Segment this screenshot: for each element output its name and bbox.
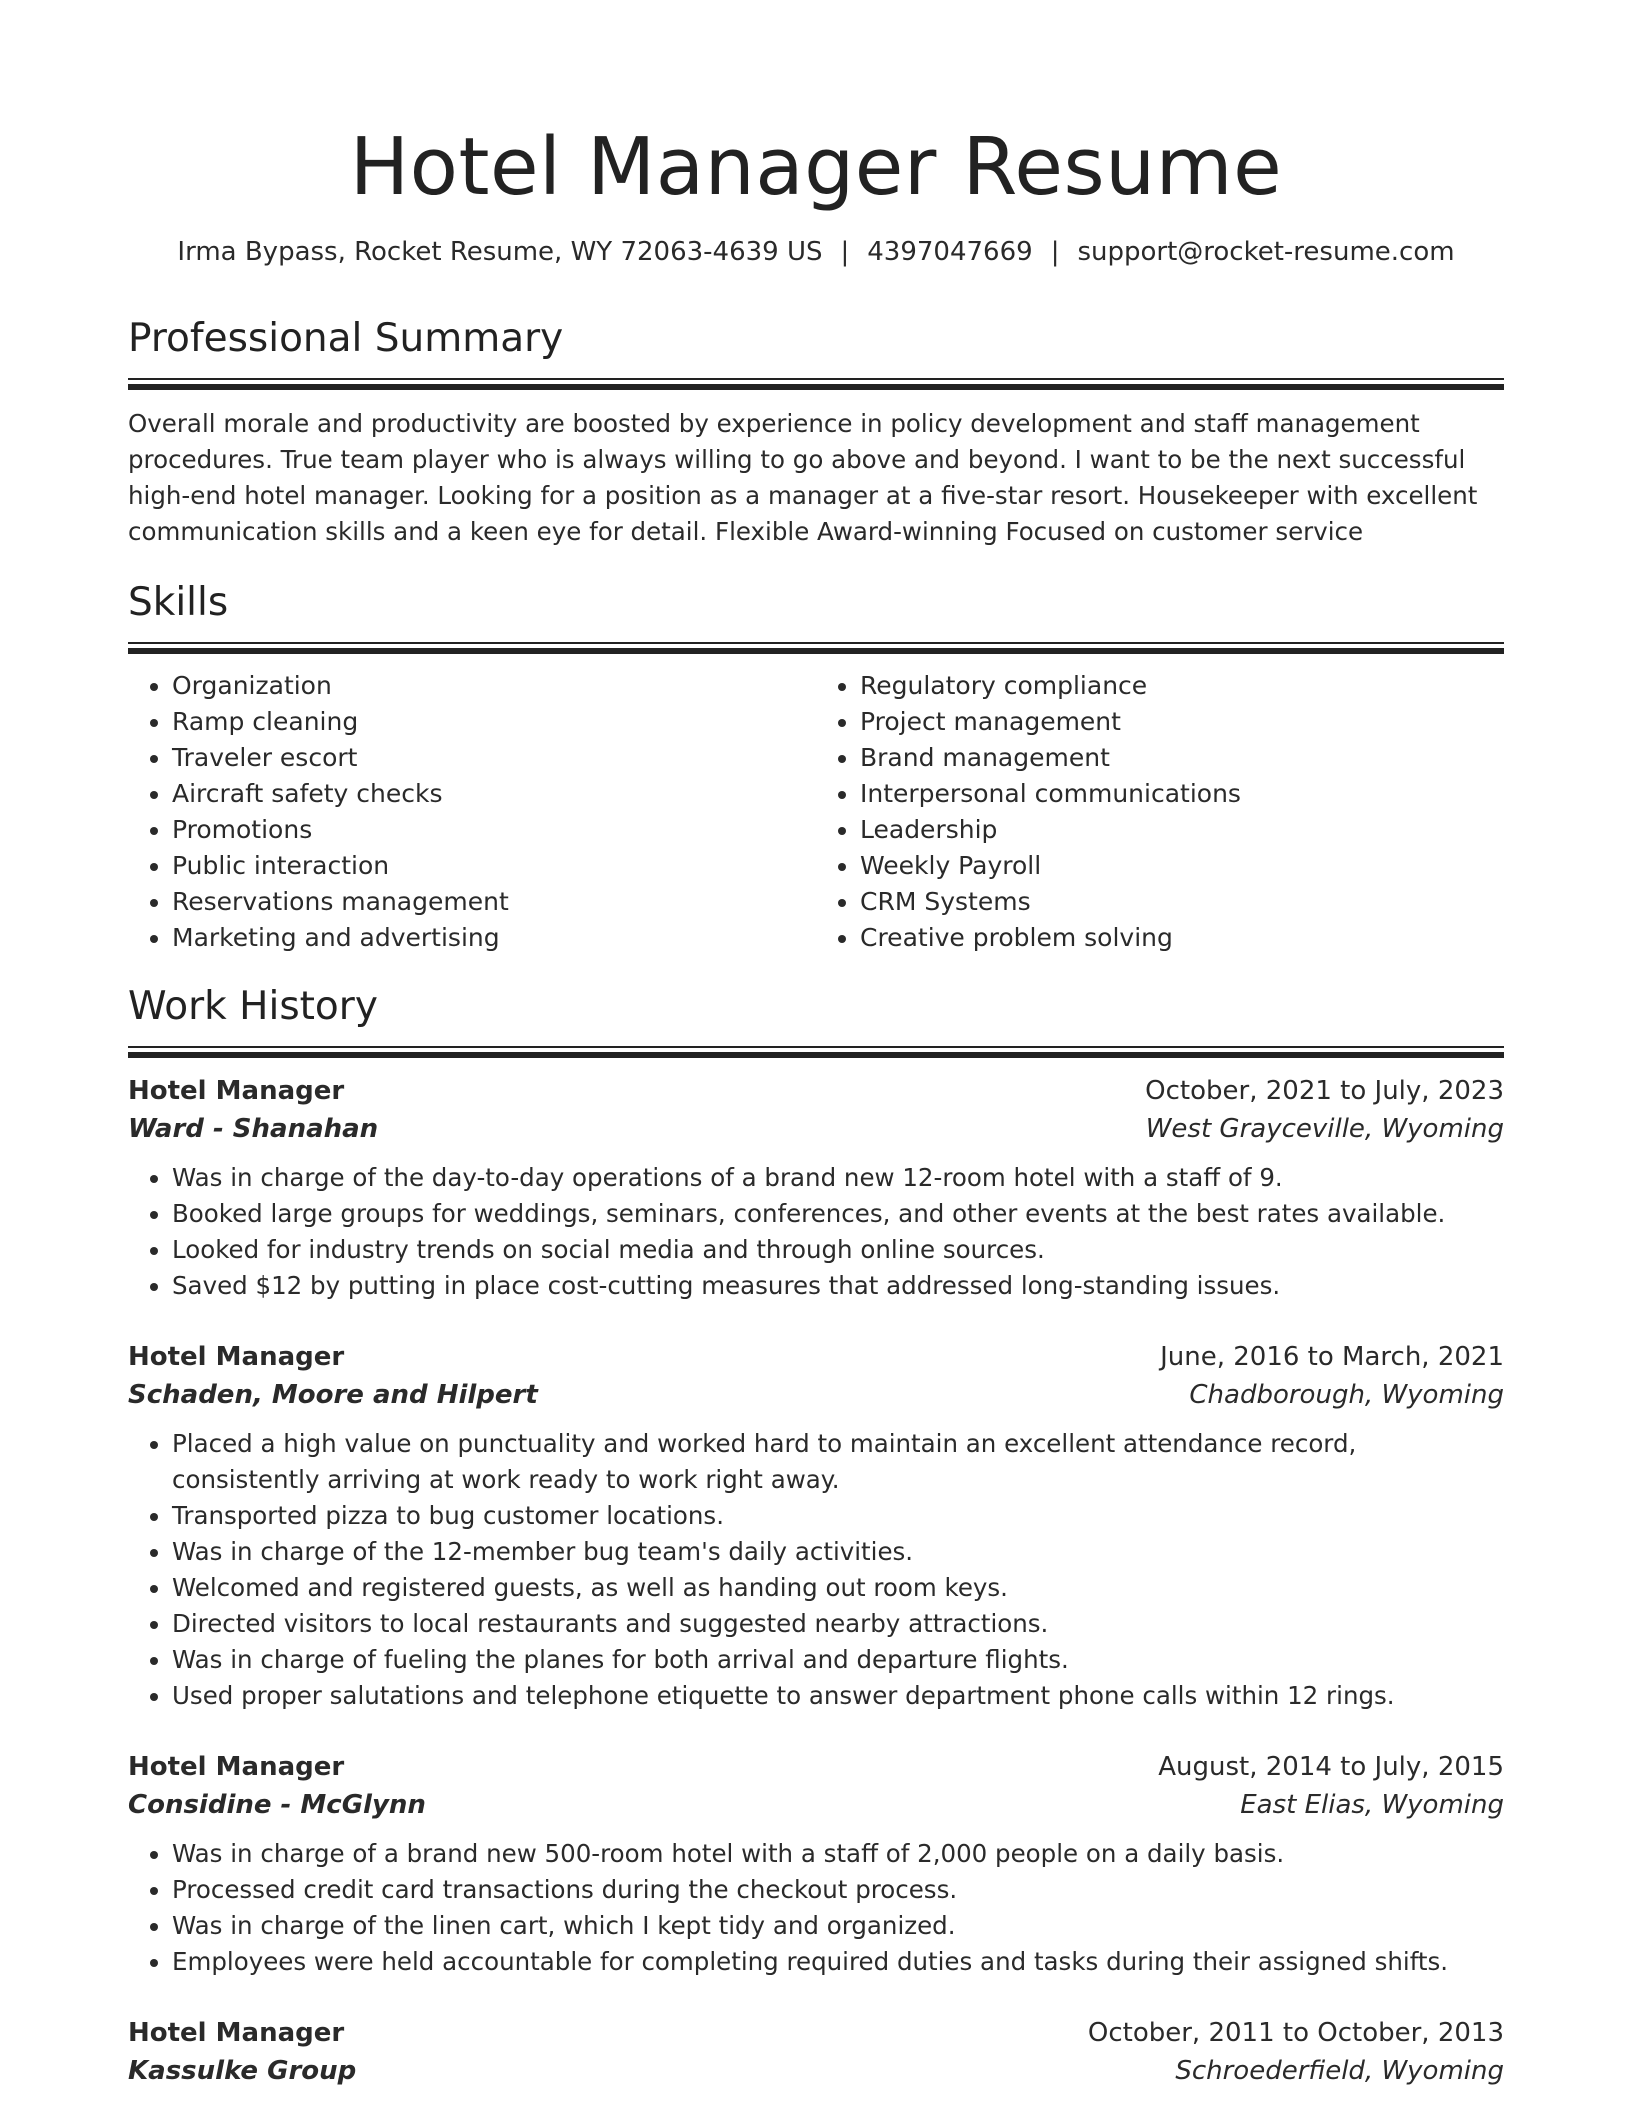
skill-item: • Aircraft safety checks xyxy=(172,776,816,812)
resume-title: Hotel Manager Resume xyxy=(349,121,1283,213)
job-header-row xyxy=(128,1338,1504,1376)
summary-section xyxy=(128,314,1504,550)
job-bullet: • Placed a high value on punctuality and worked hard to maintain an excellent attendance record, consistently arriving at work ready to work right away. xyxy=(172,1426,1504,1498)
job-dates: August, 2014 to July, 2015 xyxy=(1158,1752,1504,1782)
job-header-row xyxy=(128,1748,1504,1786)
job-title: Hotel Manager xyxy=(128,1342,345,1372)
job-company: Kassulke Group xyxy=(128,2056,357,2086)
skills-list-left xyxy=(128,668,816,956)
section-divider xyxy=(128,642,1504,654)
job-entry xyxy=(128,2014,1504,2090)
skill-item: • Leadership xyxy=(860,812,1504,848)
job-entry xyxy=(128,1338,1504,1714)
skill-item: • Ramp cleaning xyxy=(172,704,816,740)
job-bullet: • Booked large groups for weddings, seminars, conferences, and other events at the best rates available. xyxy=(172,1196,1504,1232)
job-location: East Elias, Wyoming xyxy=(1240,1790,1504,1820)
job-company-row xyxy=(128,1376,1504,1414)
job-bullets xyxy=(128,1426,1504,1714)
job-company: Ward - Shanahan xyxy=(128,1114,379,1144)
job-company-row xyxy=(128,1786,1504,1824)
job-location: West Grayceville, Wyoming xyxy=(1145,1114,1504,1144)
job-bullet: • Processed credit card transactions during the checkout process. xyxy=(172,1872,1504,1908)
job-bullet: • Transported pizza to bug customer locations. xyxy=(172,1498,1504,1534)
job-company: Schaden, Moore and Hilpert xyxy=(128,1380,538,1410)
job-bullet: • Saved $12 by putting in place cost-cutting measures that addressed long-standing issues. xyxy=(172,1268,1504,1304)
contact-email: support@rocket-resume.com xyxy=(1077,237,1455,267)
work-history-section xyxy=(128,982,1504,2090)
job-company-row xyxy=(128,1110,1504,1148)
job-location: Schroederfield, Wyoming xyxy=(1175,2056,1504,2086)
job-title: Hotel Manager xyxy=(128,1752,345,1782)
skill-item: • Creative problem solving xyxy=(860,920,1504,956)
job-dates: October, 2021 to July, 2023 xyxy=(1145,1076,1504,1106)
skill-item: • Project management xyxy=(860,704,1504,740)
job-company-row xyxy=(128,2052,1504,2090)
job-bullet: • Was in charge of a brand new 500-room hotel with a staff of 2,000 people on a daily basis. xyxy=(172,1836,1504,1872)
skills-section xyxy=(128,578,1504,956)
section-divider xyxy=(128,1046,1504,1058)
job-header-row xyxy=(128,2014,1504,2052)
skill-item: • Brand management xyxy=(860,740,1504,776)
job-bullet: • Was in charge of the linen cart, which I kept tidy and organized. xyxy=(172,1908,1504,1944)
job-title: Hotel Manager xyxy=(128,1076,345,1106)
job-dates: June, 2016 to March, 2021 xyxy=(1160,1342,1504,1372)
job-title: Hotel Manager xyxy=(128,2018,345,2048)
job-company: Considine - McGlynn xyxy=(128,1790,426,1820)
job-entry xyxy=(128,1748,1504,1980)
job-entry xyxy=(128,1072,1504,1304)
job-bullet: • Was in charge of the 12-member bug team's daily activities. xyxy=(172,1534,1504,1570)
job-bullet: • Directed visitors to local restaurants and suggested nearby attractions. xyxy=(172,1606,1504,1642)
skill-item: • Promotions xyxy=(172,812,816,848)
summary-heading: Professional Summary xyxy=(128,316,564,361)
contact-separator: | xyxy=(840,237,850,267)
contact-phone: 4397047669 xyxy=(867,237,1033,267)
skills-heading: Skills xyxy=(128,580,229,625)
section-divider xyxy=(128,378,1504,390)
skill-item: • Regulatory compliance xyxy=(860,668,1504,704)
job-bullet: • Was in charge of the day-to-day operations of a brand new 12-room hotel with a staff of 9. xyxy=(172,1160,1504,1196)
job-header-row xyxy=(128,1072,1504,1110)
skills-list-right xyxy=(816,668,1504,956)
summary-text: Overall morale and productivity are boosted by experience in policy development and staff management procedures. True team player who is always willing to go above and beyond. I want to be the next successful high-end hotel manager. Looking for a position as a manager at a five-star resort. Housekeeper with excellent communication skills and a keen eye for detail. Flexible Award-winning Focused on customer service xyxy=(128,409,1478,546)
skill-item: • Traveler escort xyxy=(172,740,816,776)
job-bullet: • Looked for industry trends on social media and through online sources. xyxy=(172,1232,1504,1268)
skill-item: • Weekly Payroll xyxy=(860,848,1504,884)
job-bullet: • Employees were held accountable for completing required duties and tasks during their assigned shifts. xyxy=(172,1944,1504,1980)
skill-item: • Marketing and advertising xyxy=(172,920,816,956)
contact-address: Irma Bypass, Rocket Resume, WY 72063-4639 US xyxy=(177,237,823,267)
skill-item: • CRM Systems xyxy=(860,884,1504,920)
job-bullet: • Was in charge of fueling the planes for both arrival and departure flights. xyxy=(172,1642,1504,1678)
skills-columns xyxy=(128,668,1504,956)
job-dates: October, 2011 to October, 2013 xyxy=(1087,2018,1504,2048)
contact-line xyxy=(128,234,1504,270)
work-history-heading: Work History xyxy=(128,984,378,1029)
contact-separator: | xyxy=(1050,237,1060,267)
skill-item: • Organization xyxy=(172,668,816,704)
skill-item: • Interpersonal communications xyxy=(860,776,1504,812)
job-location: Chadborough, Wyoming xyxy=(1189,1380,1504,1410)
job-bullets xyxy=(128,1160,1504,1304)
job-bullet: • Used proper salutations and telephone etiquette to answer department phone calls within 12 rings. xyxy=(172,1678,1504,1714)
skill-item: • Reservations management xyxy=(172,884,816,920)
job-bullets xyxy=(128,1836,1504,1980)
skill-item: • Public interaction xyxy=(172,848,816,884)
job-bullet: • Welcomed and registered guests, as well as handing out room keys. xyxy=(172,1570,1504,1606)
